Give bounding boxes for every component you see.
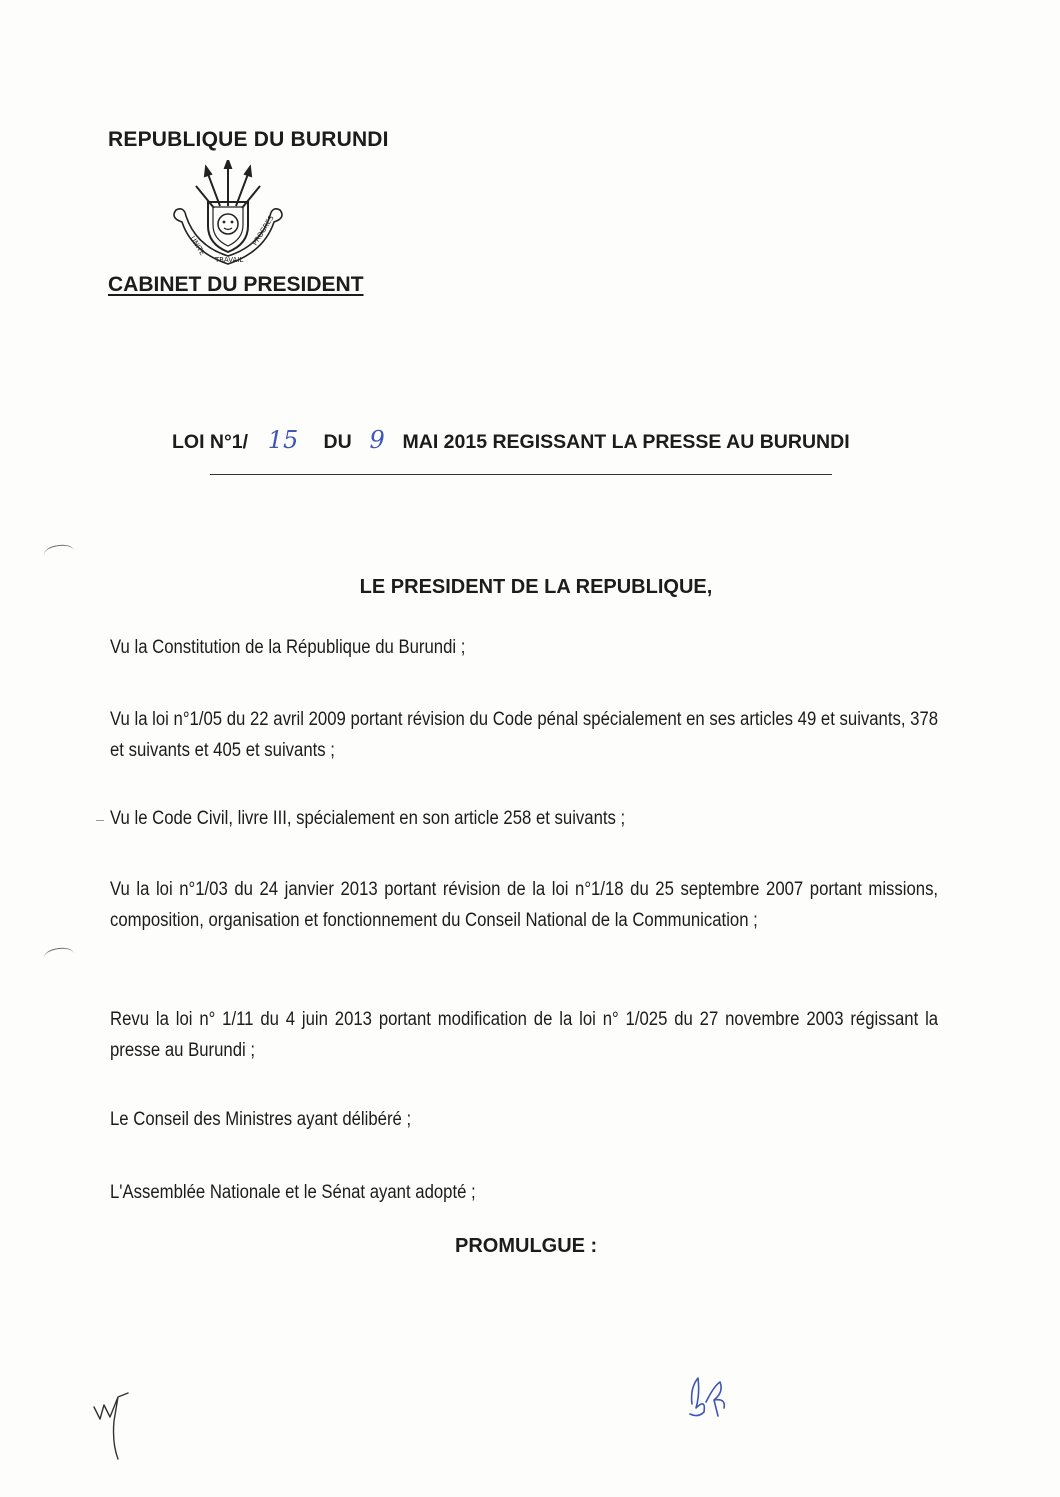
svg-text:UNITE: UNITE	[188, 234, 207, 257]
handwritten-law-number: 15	[267, 426, 299, 454]
title-underline	[210, 474, 832, 475]
preamble-paragraph: Vu la loi n°1/03 du 24 janvier 2013 portant révision de la loi n°1/18 du 25 septembre 2007 portant missions, composition, organisation et fonctionnement du Conseil National de la Communication ;	[110, 879, 939, 931]
preamble-paragraph: Vu le Code Civil, livre III, spécialement en son article 258 et suivants ;	[110, 808, 626, 829]
preamble-paragraph: Revu la loi n° 1/11 du 4 juin 2013 portant modification de la loi n° 1/025 du 27 novembre 2003 régissant la presse au Burundi ;	[110, 1009, 939, 1061]
handwritten-initials-left	[88, 1385, 148, 1465]
law-title-suffix: MAI 2015 REGISSANT LA PRESSE AU BURUNDI	[402, 431, 850, 453]
law-title	[172, 426, 850, 454]
president-heading: LE PRESIDENT DE LA REPUBLIQUE,	[359, 576, 713, 598]
preamble-paragraph: L'Assemblée Nationale et le Sénat ayant adopté ;	[110, 1182, 476, 1203]
promulgue-heading: PROMULGUE :	[455, 1235, 598, 1257]
handwritten-day: 9	[369, 426, 385, 454]
preamble-paragraph: Vu la loi n°1/05 du 22 avril 2009 portant révision du Code pénal spécialement en ses articles 49 et suivants, 378 et suivants et 405 et suivants ;	[110, 709, 939, 761]
preamble-paragraph: Le Conseil des Ministres ayant délibéré ;	[110, 1109, 412, 1130]
punch-hole-mark	[43, 946, 75, 965]
preamble-paragraph: Vu la Constitution de la République du Burundi ;	[110, 637, 466, 658]
svg-text:PROGRES: PROGRES	[250, 214, 276, 248]
handwritten-initials-right	[680, 1368, 740, 1428]
header-cabinet: CABINET DU PRESIDENT	[108, 273, 364, 296]
header-republic: REPUBLIQUE DU BURUNDI	[108, 128, 389, 151]
law-title-du: DU	[323, 431, 352, 453]
margin-mark	[96, 820, 104, 821]
burundi-coat-of-arms-icon	[168, 160, 288, 272]
law-title-prefix: LOI N°1/	[172, 431, 249, 453]
punch-hole-mark	[43, 543, 75, 562]
svg-text:TRAVAIL: TRAVAIL	[215, 256, 244, 264]
